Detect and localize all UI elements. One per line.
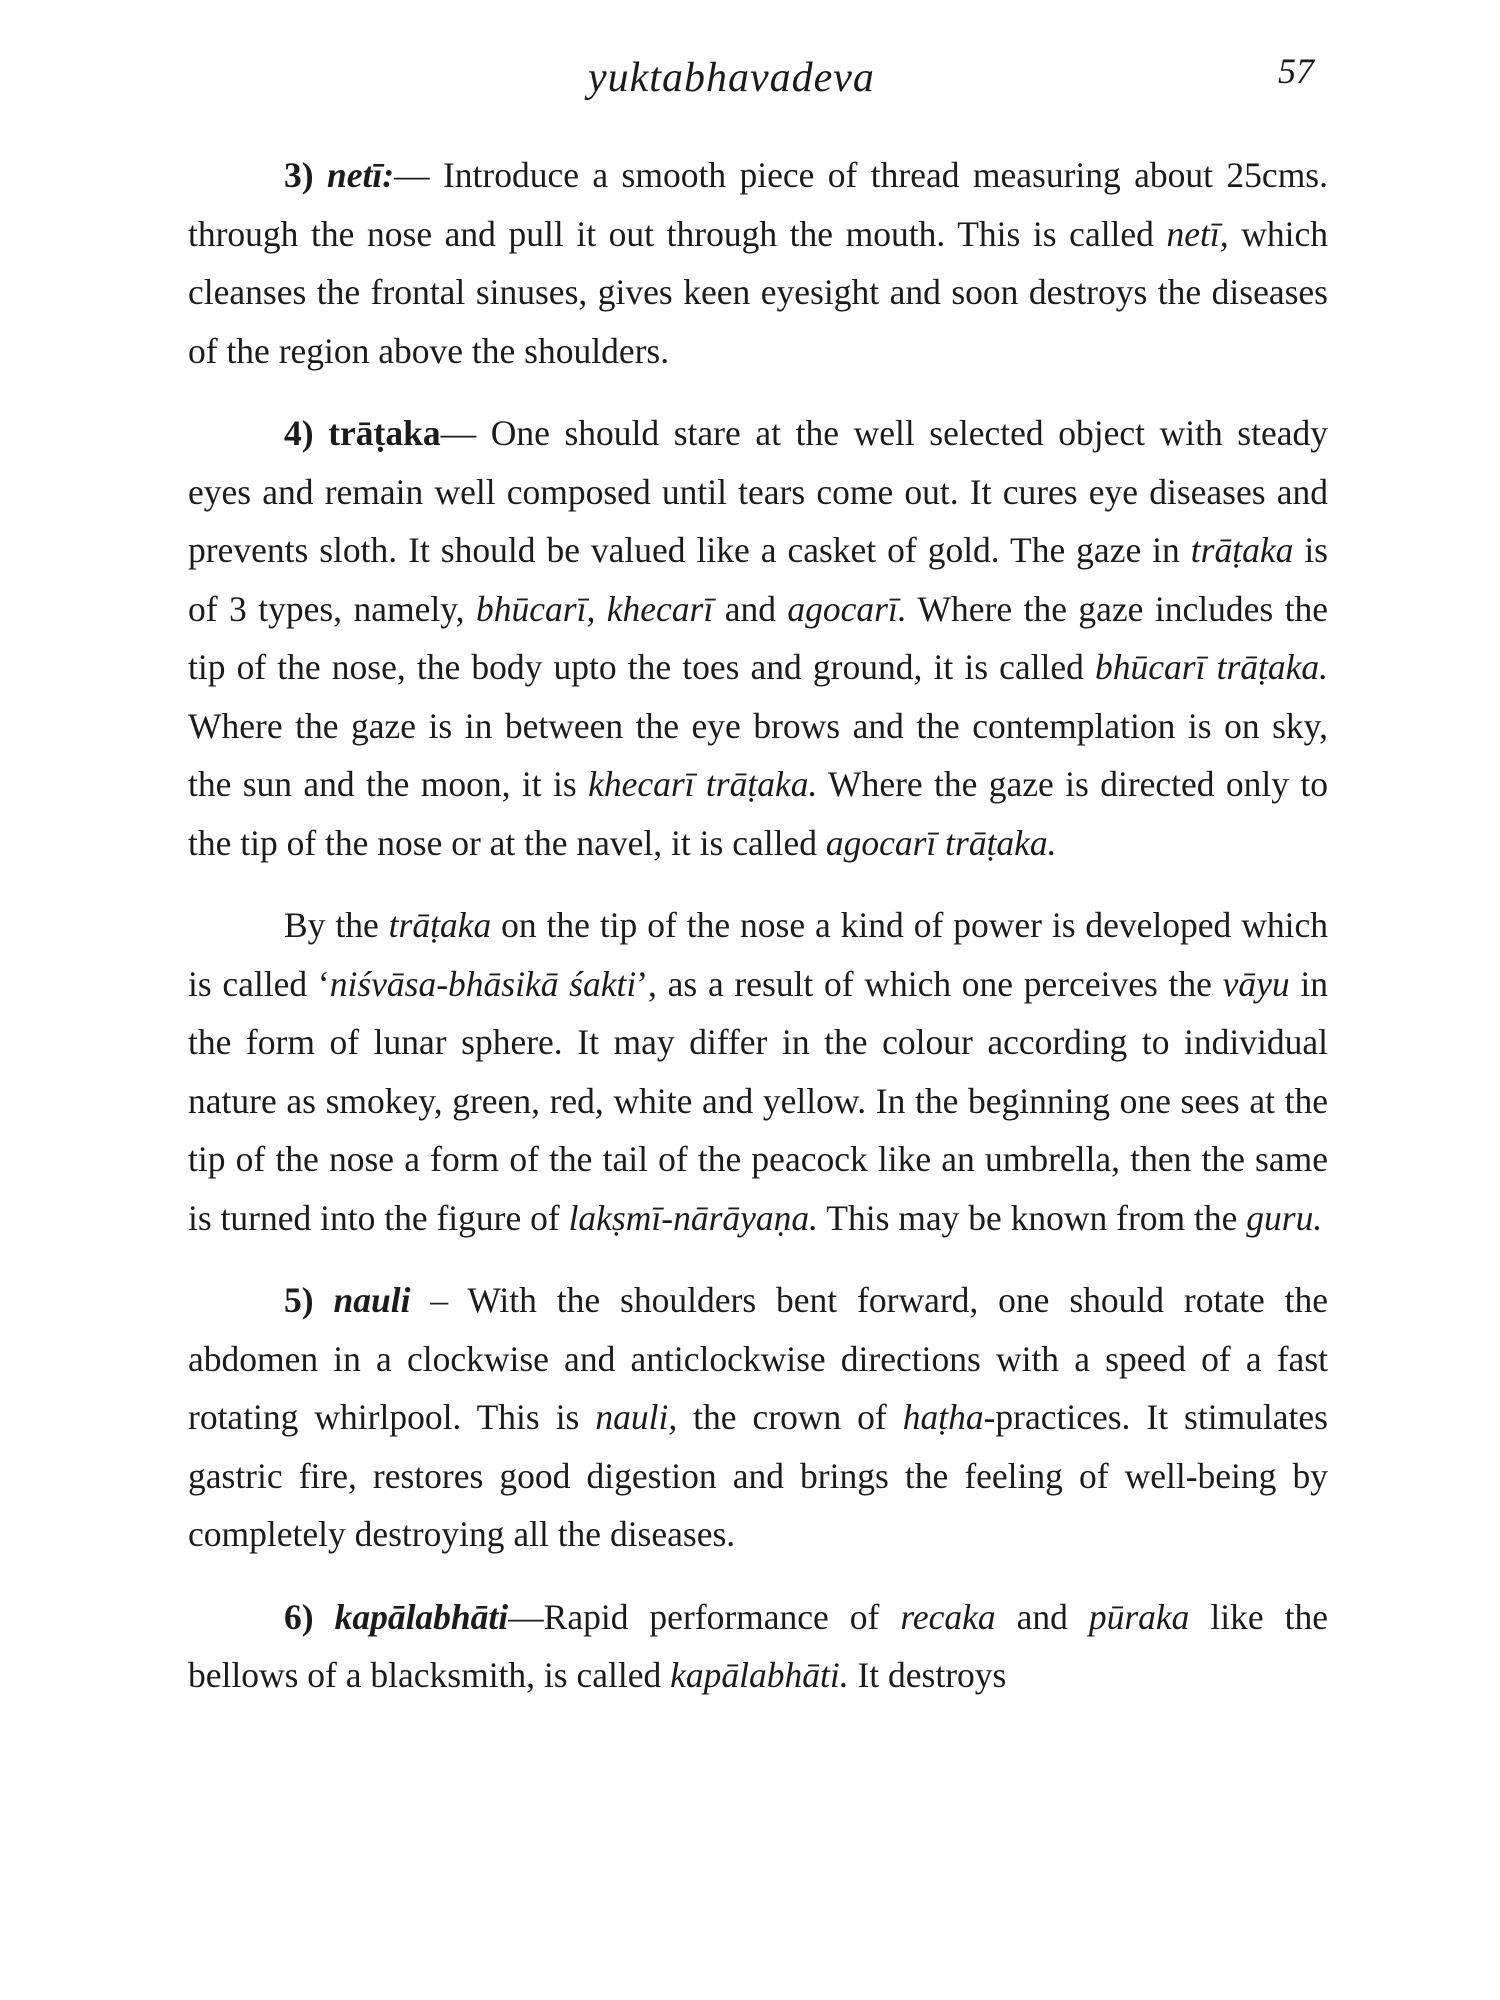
- paragraph-neti: [188, 146, 1328, 380]
- paragraph-nauli: [188, 1271, 1328, 1564]
- paragraph-trataka-power: [188, 896, 1328, 1247]
- running-head: [0, 50, 1500, 110]
- text-segment: — Introduce a smooth piece of thread measuring about 25cms. through the nose and pull it out through the mouth. This is called: [188, 155, 1328, 254]
- text-segment: kapālabhāti.: [670, 1655, 849, 1695]
- text-segment: netī:: [326, 155, 395, 195]
- text-segment: niśvāsa-bhāsikā śakti: [329, 963, 637, 1004]
- text-segment: vāyu: [1222, 963, 1290, 1004]
- text-segment: is of 3 types, namely,: [188, 530, 1328, 629]
- text-segment: —Rapid performance of: [508, 1596, 901, 1637]
- text-segment: and: [995, 1596, 1089, 1637]
- text-segment: and: [713, 588, 788, 629]
- body-text: [188, 146, 1328, 1729]
- text-segment: [595, 589, 606, 629]
- text-segment: practices. It stimulates gastric fire, restores good digestion and brings the feeling of well-being by completely destroying all the diseases.: [188, 1397, 1328, 1554]
- text-segment: It destroys: [848, 1655, 1007, 1695]
- text-segment: on the tip of the nose a kind of power is developed which is called ‘: [188, 905, 1328, 1004]
- text-segment: — One should stare at the well selected object with steady eyes and remain well composed until tears come out. It cures eye diseases and prevents sloth. It should be valued like a casket of gold. The gaze in: [188, 413, 1328, 570]
- text-segment: which cleanses the frontal sinuses, gives keen eyesight and soon destroys the diseases of the region above the shoulders.: [188, 213, 1328, 371]
- text-segment: haṭha-: [902, 1397, 996, 1437]
- text-segment: 5): [284, 1280, 334, 1320]
- text-segment: By the: [284, 905, 389, 945]
- text-segment: – With the shoulders bent forward, one should rotate the abdomen in a clockwise and anticlockwise directions with a speed of a fast rotating whirlpool. This is: [188, 1280, 1328, 1437]
- paragraph-kapalabhati: [188, 1588, 1328, 1705]
- text-segment: lakṣmī-nārāyaṇa.: [568, 1197, 819, 1238]
- text-segment: ’, as a result of which one perceives the: [636, 963, 1223, 1004]
- page-number: 57: [1278, 51, 1314, 91]
- text-segment: the crown of: [677, 1397, 903, 1437]
- text-segment: trāṭaka: [388, 905, 492, 945]
- text-segment: khecarī trāṭaka.: [588, 764, 818, 804]
- text-segment: 3): [284, 155, 327, 195]
- text-segment: kapālabhāti: [334, 1596, 509, 1637]
- text-segment: khecarī: [606, 588, 714, 629]
- text-segment: recaka: [900, 1596, 996, 1637]
- text-segment: 4): [284, 413, 329, 453]
- text-segment: like the bellows of a blacksmith, is called: [188, 1596, 1328, 1695]
- text-segment: nauli,: [595, 1397, 678, 1437]
- text-segment: in the form of lunar sphere. It may differ in the colour according to individual nature as smokey, green, red, white and yellow. In the beginning one sees at the tip of the nose a form of the tail of the peacock like an umbrella, then the same is turned into the figure of: [188, 963, 1328, 1238]
- text-segment: bhūcarī trāṭaka.: [1095, 647, 1328, 687]
- text-segment: 6): [284, 1596, 335, 1637]
- text-segment: trāṭaka: [328, 413, 441, 453]
- text-segment: This may be known from the: [818, 1197, 1247, 1238]
- text-segment: Where the gaze is directed only to the tip of the nose or at the navel, it is called: [188, 764, 1329, 863]
- text-segment: Where the gaze includes the tip of the nose, the body upto the toes and ground, it is called: [188, 588, 1328, 687]
- text-segment: Where the gaze is in between the eye brows and the contemplation is on sky, the sun and the moon, it is: [188, 705, 1328, 804]
- text-segment: bhūcarī,: [476, 588, 596, 629]
- paragraph-trataka: [188, 404, 1328, 872]
- running-title: yuktabhavadeva: [588, 55, 875, 101]
- text-segment: agocarī.: [787, 588, 907, 629]
- text-segment: netī,: [1166, 213, 1229, 254]
- text-segment: pūraka: [1088, 1596, 1190, 1637]
- text-segment: guru.: [1246, 1197, 1323, 1238]
- text-segment: trāṭaka: [1190, 530, 1294, 570]
- text-segment: agocarī trāṭaka.: [825, 822, 1057, 863]
- text-segment: nauli: [333, 1280, 411, 1320]
